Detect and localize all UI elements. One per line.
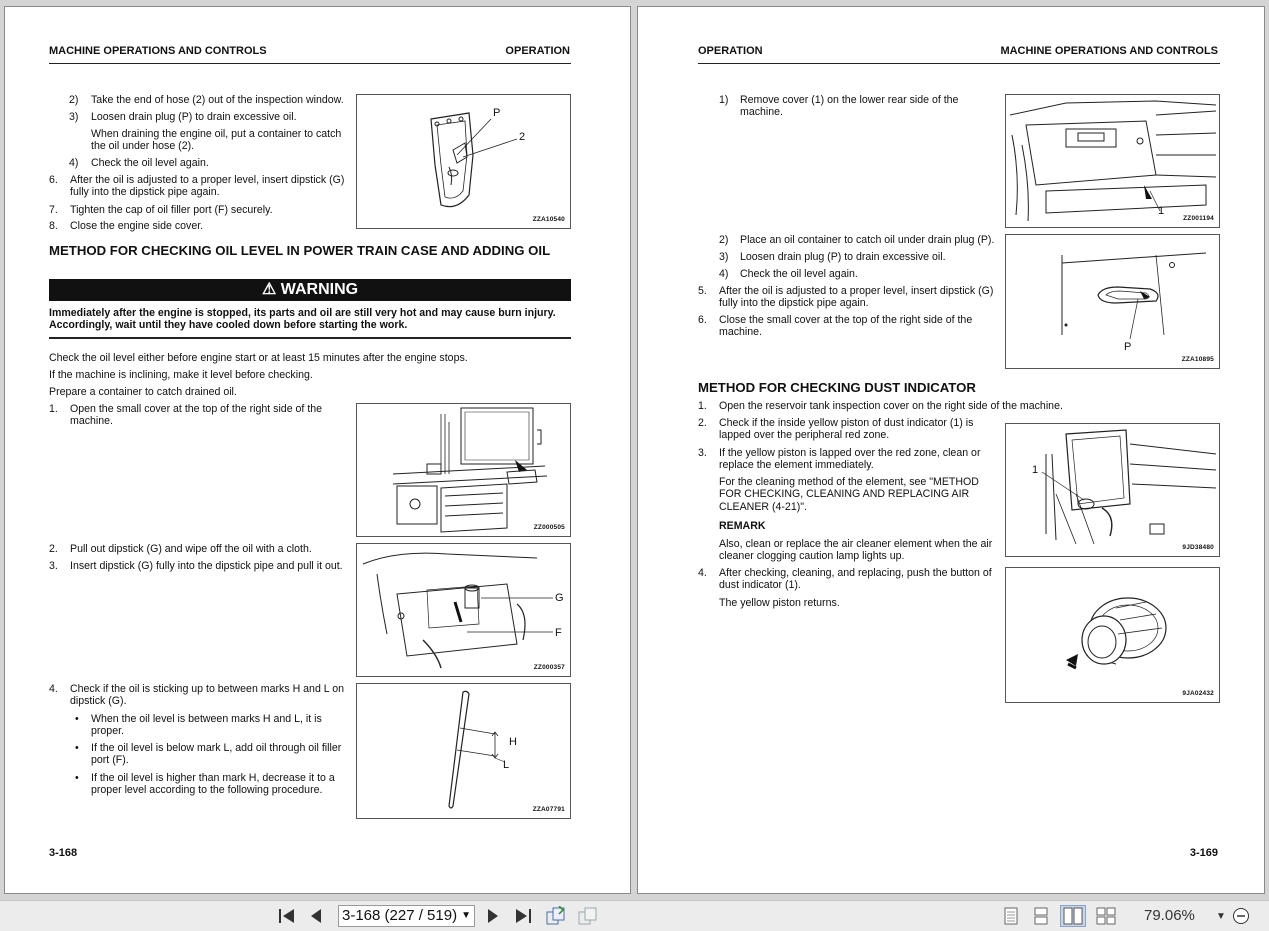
step-text: Remove cover (1) on the lower rear side of the machine. [740, 94, 959, 119]
previous-view-button[interactable] [544, 905, 568, 927]
figure-callout: P [493, 107, 501, 119]
step-number: 6. [49, 174, 58, 186]
figure-callout: 2 [519, 131, 526, 143]
section-heading: METHOD FOR CHECKING OIL LEVEL IN POWER TRAIN CASE AND ADDING OIL [49, 243, 551, 258]
step-number: 1) [719, 94, 729, 106]
zoom-dropdown-icon[interactable]: ▼ [1216, 910, 1226, 922]
figure-callout: 1 [1032, 464, 1039, 476]
step-note: The yellow piston returns. [719, 597, 840, 609]
step-text: Close the small cover at the top of the right side of the machine. [719, 314, 973, 339]
step-number: 3) [719, 251, 729, 263]
step-text: Close the engine side cover. [70, 220, 204, 232]
step-number: 5. [698, 285, 707, 297]
figure-small-cover [356, 403, 571, 537]
figure-dipstick [356, 543, 571, 677]
header-rule [49, 63, 571, 64]
figure-code: ZZ000505 [533, 524, 565, 531]
figure-code: 9JD38480 [1182, 544, 1214, 551]
step-number: 2. [49, 543, 58, 555]
figure-code: ZZ000357 [533, 664, 565, 671]
running-header-right: OPERATION [505, 45, 570, 57]
zoom-out-icon [1232, 907, 1250, 925]
figure-rear-cover [1005, 94, 1220, 228]
step-text: Insert dipstick (G) fully into the dipstick pipe and pull it out. [70, 560, 343, 572]
step-number: 2) [69, 94, 79, 106]
step-number: 1. [698, 400, 707, 412]
first-page-button[interactable] [276, 905, 298, 927]
figure-dust-indicator [1005, 567, 1220, 703]
facing-view-button[interactable] [1060, 905, 1086, 927]
bullet-text: When the oil level is between marks H and L, it is proper. [91, 713, 322, 738]
remark-heading: REMARK [719, 520, 766, 532]
facing-pages-icon [1063, 907, 1083, 925]
step-number: 3. [49, 560, 58, 572]
warning-banner [49, 279, 571, 301]
step-note: When draining the engine oil, put a container to catch the oil under hose (2). [91, 128, 342, 153]
step-text: Loosen drain plug (P) to drain excessive oil. [91, 111, 297, 123]
page-number: 3-169 [1189, 847, 1218, 859]
intro-text: If the machine is inclining, make it level before checking. [49, 369, 313, 381]
step-text: Check if the oil is sticking up to between marks H and L on dipstick (G). [70, 683, 345, 708]
step-text: Pull out dipstick (G) and wipe off the oil with a cloth. [70, 543, 312, 555]
header-rule [698, 63, 1220, 64]
step-number: 4. [698, 567, 707, 579]
figure-callout: G [555, 592, 564, 604]
step-text: Check the oil level again. [740, 268, 858, 280]
previous-page-button[interactable] [306, 905, 326, 927]
warning-label: WARNING [280, 281, 359, 298]
first-page-icon [278, 908, 296, 924]
figure-code: ZZA07791 [532, 806, 565, 813]
figure-code: ZZA10895 [1181, 356, 1214, 363]
next-view-button[interactable] [576, 905, 600, 927]
last-page-icon [514, 908, 532, 924]
figure-dipstick-marks [356, 683, 571, 819]
single-page-view-button[interactable] [1000, 905, 1022, 927]
step-text: Open the reservoir tank inspection cover on the right side of the machine. [719, 400, 1063, 412]
page-number: 3-168 [49, 847, 78, 859]
arrow-right-icon [486, 908, 500, 924]
running-header-left: OPERATION [698, 45, 763, 57]
last-page-button[interactable] [512, 905, 534, 927]
figure-code: 9JA02432 [1182, 690, 1214, 697]
step-number: 3) [69, 111, 79, 123]
figure-code: ZZA10540 [532, 216, 565, 223]
step-text: Take the end of hose (2) out of the inspection window. [91, 94, 344, 106]
step-number: 3. [698, 447, 707, 459]
step-number: 4) [69, 157, 79, 169]
page-number-input[interactable] [338, 905, 475, 927]
step-number: 4) [719, 268, 729, 280]
step-text: If the yellow piston is lapped over the red zone, clean or replace the element immediately. [719, 447, 981, 472]
single-page-icon [1003, 907, 1019, 925]
next-view-icon [577, 906, 599, 926]
step-number: 2) [719, 234, 729, 246]
intro-text: Prepare a container to catch drained oil. [49, 386, 237, 398]
step-number: 2. [698, 417, 707, 429]
cleaning-note: For the cleaning method of the element, see "METHOD FOR CHECKING, CLEANING AND REPLACING AIR CLEANER (4-21)". [719, 476, 979, 513]
previous-view-icon [545, 906, 567, 926]
step-text: Tighten the cap of oil filler port (F) securely. [70, 204, 273, 216]
step-text: Check if the inside yellow piston of dust indicator (1) is lapped over the peripheral red zone. [719, 417, 974, 442]
step-text: After checking, cleaning, and replacing, push the button of dust indicator (1). [719, 567, 992, 592]
zoom-level[interactable]: 79.06% [1144, 907, 1195, 924]
step-number: 1. [49, 403, 58, 415]
warning-rule [49, 337, 571, 339]
figure-callout: H [509, 736, 517, 748]
warning-text: Immediately after the engine is stopped, its parts and oil are still very hot and may cause burn injury. Accordingly, wait until they have cooled down before starting the work. [49, 307, 556, 332]
bottom-toolbar [0, 900, 1269, 931]
facing-continuous-view-button[interactable] [1094, 905, 1118, 927]
figure-oil-drain-plug [356, 94, 571, 229]
step-text: After the oil is adjusted to a proper level, insert dipstick (G) fully into the dipstick pipe again. [719, 285, 994, 310]
step-text: Open the small cover at the top of the right side of the machine. [70, 403, 323, 428]
continuous-page-icon [1033, 907, 1049, 925]
figure-callout: P [1124, 341, 1132, 353]
figure-code: ZZ001194 [1183, 215, 1214, 222]
continuous-view-button[interactable] [1030, 905, 1052, 927]
next-page-button[interactable] [484, 905, 502, 927]
step-number: 4. [49, 683, 58, 695]
bullet: • [75, 713, 79, 725]
step-number: 6. [698, 314, 707, 326]
figure-callout: F [555, 627, 562, 639]
figure-callout: L [503, 759, 510, 771]
page-right [637, 6, 1265, 894]
step-number: 7. [49, 204, 58, 216]
intro-text: Check the oil level either before engine start or at least 15 minutes after the engine stops. [49, 352, 468, 364]
running-header-right: MACHINE OPERATIONS AND CONTROLS [1000, 45, 1218, 57]
bullet: • [75, 772, 79, 784]
step-text: Loosen drain plug (P) to drain excessive oil. [740, 251, 946, 263]
arrow-left-icon [309, 908, 323, 924]
page-left [4, 6, 631, 894]
facing-continuous-icon [1096, 907, 1116, 925]
bullet: • [75, 742, 79, 754]
step-text: After the oil is adjusted to a proper level, insert dipstick (G) fully into the dipstick pipe again. [70, 174, 345, 199]
page-indicator: 3-168 (227 / 519) [342, 907, 458, 924]
bullet-text: If the oil level is below mark L, add oil through oil filler port (F). [91, 742, 342, 767]
step-text: Check the oil level again. [91, 157, 209, 169]
step-text: Place an oil container to catch oil under drain plug (P). [740, 234, 995, 246]
remark-text: Also, clean or replace the air cleaner element when the air cleaner clogging caution lamp lights up. [719, 538, 993, 563]
running-header-left: MACHINE OPERATIONS AND CONTROLS [49, 45, 267, 57]
warning-triangle-icon: ⚠ [261, 281, 277, 298]
figure-drain-plug [1005, 234, 1220, 369]
dropdown-arrow-icon[interactable]: ▼ [461, 910, 471, 921]
figure-callout: 1 [1158, 205, 1165, 217]
step-number: 8. [49, 220, 58, 232]
bullet-text: If the oil level is higher than mark H, decrease it to a proper level according to the following procedure. [91, 772, 335, 797]
section-heading: METHOD FOR CHECKING DUST INDICATOR [698, 380, 976, 395]
figure-dust-indicator-location [1005, 423, 1220, 557]
zoom-out-button[interactable] [1230, 905, 1252, 927]
